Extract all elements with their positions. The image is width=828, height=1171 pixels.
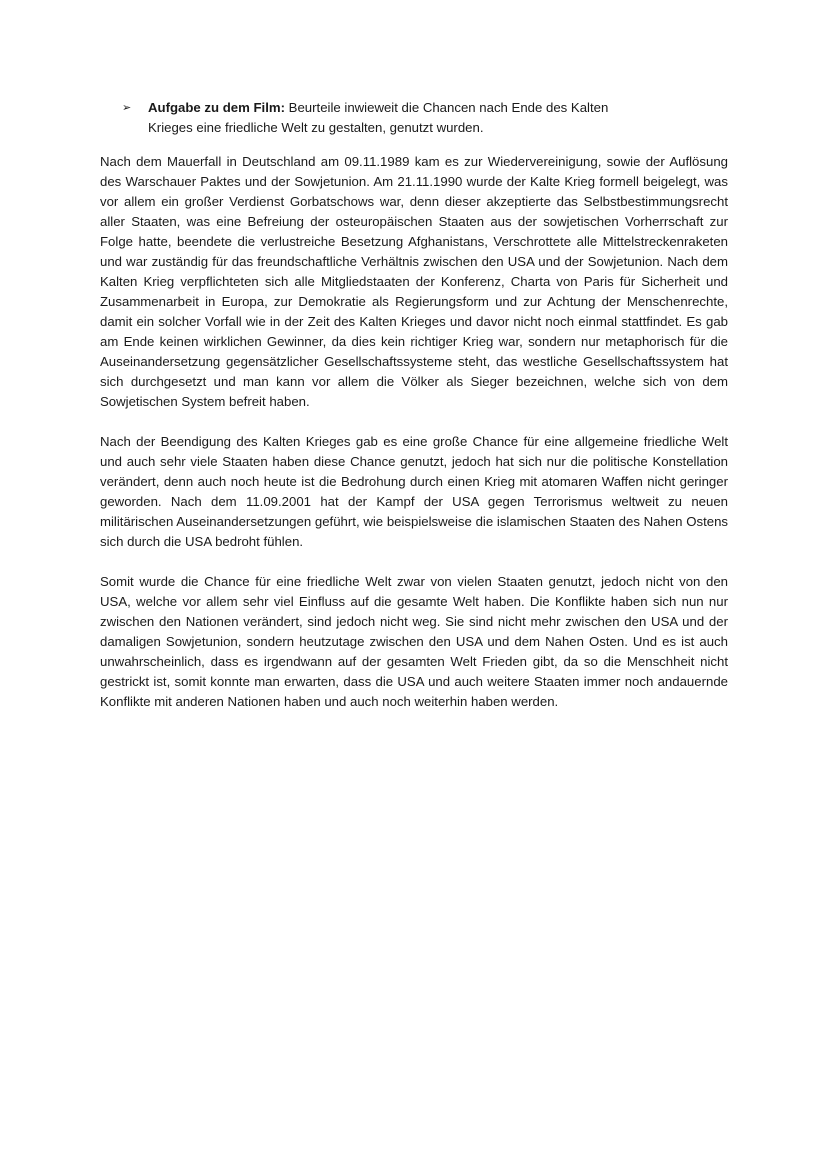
task-label: Aufgabe zu dem Film: [148, 100, 286, 115]
paragraph-2: Nach der Beendigung des Kalten Krieges gab es eine große Chance für eine allgemeine friedliche Welt und auch sehr viele Staaten haben diese Chance genutzt, jedoch hat sich nur die politische Konstellation verändert, denn auch noch heute ist die Bedrohung durch einen Krieg mit atomaren Waffen nicht geringer geworden. Nach dem 11.09.2001 hat der Kampf der USA gegen Terrorismus weltweit zu neuen militärischen Auseinandersetzungen geführt, wie beispielsweise die islamischen Staaten des Nahen Ostens sich durch die USA bedroht fühlen. [100, 434, 728, 549]
paragraph-1: Nach dem Mauerfall in Deutschland am 09.11.1989 kam es zur Wiedervereinigung, sowie der Auflösung des Warschauer Paktes und der Sowjetunion. Am 21.11.1990 wurde der Kalte Krieg formell beigelegt, was vor allem ein großer Verdienst Gorbatschows war, denn dieser akzeptierte das Selbstbestimmungsrecht aller Staaten, was eine Befreiung der osteuropäischen Staaten aus der sowjetischen Vorherrschaft zur Folge hatte, beendete die verlustreiche Besetzung Afghanistans, Verschrottete alle Mittelstreckenraketen und war zuständig für das freundschaftliche Verhältnis zwischen den USA und der Sowjetunion. Nach dem Kalten Krieg verpflichteten sich alle Mitgliedstaaten der Konferenz, Charta von Paris für Sicherheit und Zusammenarbeit in Europa, zur Demokratie als Regierungsform und zur Achtung der Menschenrechte, damit ein solcher Vorfall wie in der Zeit des Kalten Krieges und davor nicht noch einmal stattfindet. Es gab am Ende keinen wirklichen Gewinner, da dies kein richtiger Krieg war, sondern nur metaphorisch für die Auseinandersetzung gegensätzlicher Gesellschaftssysteme steht, das westliche Gesellschaftssystem hat sich durchgesetzt und man kann vor allem die Völker als Sieger bezeichnen, welche sich von dem Sowjetischen System befreit haben. [100, 154, 728, 409]
task-text [148, 98, 728, 138]
arrow-bullet-icon: ➢ [122, 102, 132, 114]
task-item [122, 98, 728, 138]
task-description: Beurteile inwieweit die Chancen nach Ende des Kalten Krieges eine friedliche Welt zu gestalten, genutzt wurden. [148, 100, 609, 135]
paragraph-3: Somit wurde die Chance für eine friedliche Welt zwar von vielen Staaten genutzt, jedoch nicht von den USA, welche vor allem sehr viel Einfluss auf die gesamte Welt haben. Die Konflikte haben sich nun nur zwischen den Nationen verändert, sind jedoch nicht weg. Sie sind nicht mehr zwischen den USA und der damaligen Sowjetunion, sondern heutzutage zwischen den USA und dem Nahen Osten. Und es ist auch unwahrscheinlich, dass es irgendwann auf der gesamten Welt Frieden gibt, da so die Menschheit nicht gestrickt ist, somit konnte man erwarten, dass die USA und auch weitere Staaten immer noch andauernde Konflikte mit anderen Nationen haben und auch noch weiterhin haben werden. [100, 574, 728, 709]
